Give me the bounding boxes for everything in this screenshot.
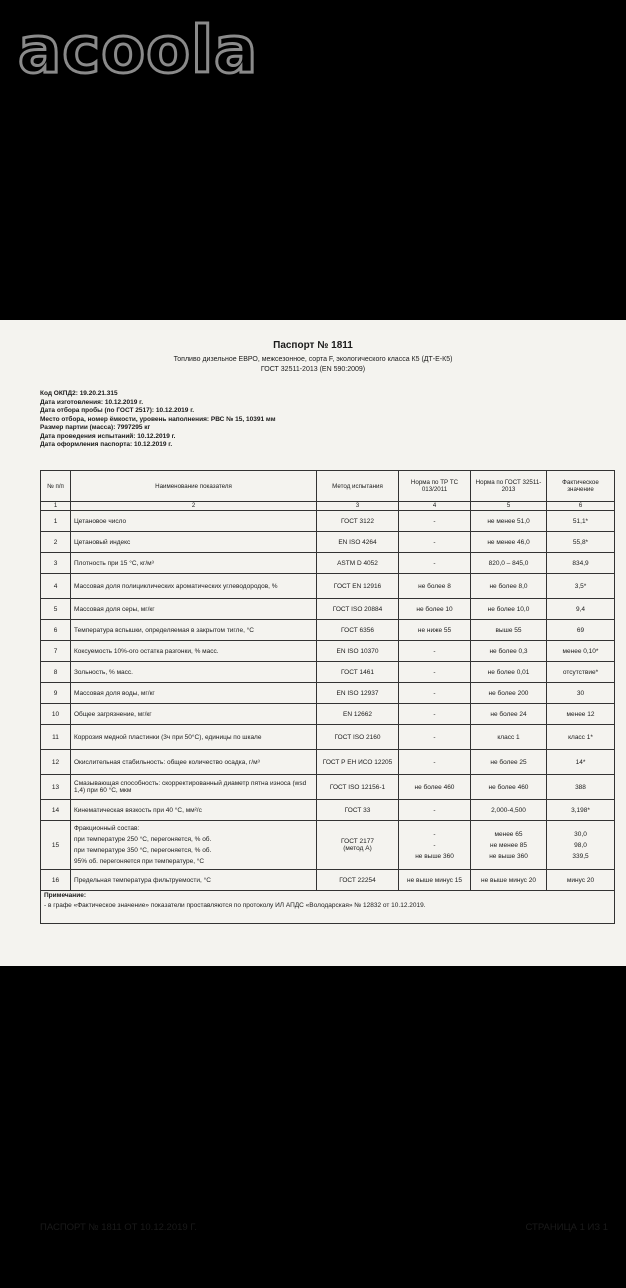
row-gost: не выше минус 20: [471, 870, 547, 891]
row-name: [71, 821, 317, 870]
table-row: [41, 620, 615, 641]
meta-production-date: Дата изготовления: 10.12.2019 г.: [40, 398, 144, 406]
acoola-logo-icon: [14, 10, 254, 90]
gost-line: не менее 85: [490, 841, 527, 849]
row-gost: 2,000-4,500: [471, 800, 547, 821]
note-title: Примечание:: [44, 892, 86, 899]
row-gost: не более 24: [471, 704, 547, 725]
row-name: Массовая доля полициклических ароматических углеводородов, %: [71, 574, 317, 599]
table-row: [41, 775, 615, 800]
note-row: [41, 891, 615, 924]
row-gost: не менее 46,0: [471, 532, 547, 553]
note-text: - в графе «Фактическое значение» показатели проставляются по протоколу ИЛ АПДС «Володарская» № 12832 от 10.12.2019.: [44, 902, 426, 909]
row-method: EN ISO 12937: [317, 683, 399, 704]
row-fact: класс 1*: [547, 725, 615, 750]
header-name: Наименование показателя: [71, 471, 317, 502]
table-header-row: [41, 471, 615, 502]
meta-sampling-date: Дата отбора пробы (по ГОСТ 2517): 10.12.2019 г.: [40, 407, 195, 414]
row-tr: -: [399, 750, 471, 775]
row-tr: не более 460: [399, 775, 471, 800]
row-method: ГОСТ 33: [317, 800, 399, 821]
meta-sampling-place: Место отбора, номер ёмкости, уровень наполнения: РВС № 15, 10391 мм: [40, 415, 276, 423]
row-gost: класс 1: [471, 725, 547, 750]
row-name: Коррозия медной пластинки (3ч при 50°С), единицы по шкале: [71, 725, 317, 750]
row-method: ГОСТ ISO 2160: [317, 725, 399, 750]
row-gost: не более 25: [471, 750, 547, 775]
row-tr: -: [399, 683, 471, 704]
fraction-line: при температуре 350 °С, перегоняется, % об.: [74, 847, 212, 854]
header-tr-ts: Норма по ТР ТС 013/2011: [399, 471, 471, 502]
row-name: Цетановый индекс: [71, 532, 317, 553]
row-tr: -: [399, 641, 471, 662]
row-tr: -: [399, 725, 471, 750]
row-fact: 9,4: [547, 599, 615, 620]
meta-okpd: Код ОКПД2: 19.20.21.315: [40, 390, 118, 397]
row-gost: не более 0,3: [471, 641, 547, 662]
gost-line: менее 65: [494, 830, 523, 838]
row-gost: не более 10,0: [471, 599, 547, 620]
row-number: 13: [41, 775, 71, 800]
row-name: Плотность при 15 °С, кг/м³: [71, 553, 317, 574]
row-number: 10: [41, 704, 71, 725]
row-fact: отсутствие*: [547, 662, 615, 683]
fraction-line: 95% об. перегоняется при температуре, °С: [74, 858, 205, 865]
row-gost: не более 0,01: [471, 662, 547, 683]
row-fact: 51,1*: [547, 511, 615, 532]
row-gost: не менее 51,0: [471, 511, 547, 532]
table-row: [41, 725, 615, 750]
fraction-line: при температуре 250 °С, перегоняется, % об.: [74, 836, 212, 843]
note-cell: [41, 891, 615, 924]
passport-document: [0, 320, 626, 1233]
row-tr: не более 8: [399, 574, 471, 599]
table-row: [41, 641, 615, 662]
row-tr: -: [399, 662, 471, 683]
doc-standard: ГОСТ 32511-2013 (EN 590:2009): [260, 366, 366, 373]
row-fact: [547, 821, 615, 870]
watermark-logo: [14, 10, 254, 90]
row-gost: 820,0 – 845,0: [471, 553, 547, 574]
column-number: 2: [71, 502, 317, 511]
row-method: ГОСТ Р ЕН ИСО 12205: [317, 750, 399, 775]
row-number: 4: [41, 574, 71, 599]
row-tr: [399, 821, 471, 870]
row-number: 2: [41, 532, 71, 553]
row-fact: 14*: [547, 750, 615, 775]
row-gost: не более 460: [471, 775, 547, 800]
row-name: Массовая доля серы, мг/кг: [71, 599, 317, 620]
fraction-title: Фракционный состав:: [74, 825, 140, 832]
column-number: 3: [317, 502, 399, 511]
fact-line: 30,0: [574, 830, 587, 838]
row-number: 8: [41, 662, 71, 683]
spec-table: [40, 470, 615, 924]
table-row: [41, 870, 615, 891]
row-method: EN ISO 10370: [317, 641, 399, 662]
row-name: Окислительная стабильность: общее количество осадка, г/м³: [71, 750, 317, 775]
method-line: (метод А): [343, 845, 372, 852]
row-gost: не более 8,0: [471, 574, 547, 599]
row-fact: 3,5*: [547, 574, 615, 599]
row-method: ГОСТ 22254: [317, 870, 399, 891]
row-method: [317, 821, 399, 870]
row-number: 14: [41, 800, 71, 821]
row-method: EN ISO 4264: [317, 532, 399, 553]
table-row: [41, 800, 615, 821]
row-name: Кинематическая вязкость при 40 °С, мм²/с: [71, 800, 317, 821]
table-row: [41, 599, 615, 620]
table-row: [41, 662, 615, 683]
meta-issue-date: Дата оформления паспорта: 10.12.2019 г.: [40, 441, 173, 448]
doc-title: Паспорт № 1811: [273, 340, 353, 351]
table-row: [41, 553, 615, 574]
tr-line: -: [433, 841, 436, 849]
row-fact: 3,198*: [547, 800, 615, 821]
fact-line: 339,5: [572, 852, 589, 860]
row-number: 15: [41, 821, 71, 870]
row-tr: не выше минус 15: [399, 870, 471, 891]
tr-line: -: [433, 830, 436, 838]
row-name: Смазывающая способность: скорректированный диаметр пятна износа (wsd 1,4) при 60 °С, мкм: [71, 775, 317, 800]
row-name: Коксуемость 10%-ого остатка разгонки, % масс.: [71, 641, 317, 662]
row-name: Температура вспышки, определяемая в закрытом тигле, °С: [71, 620, 317, 641]
row-tr: -: [399, 553, 471, 574]
table-row: [41, 511, 615, 532]
row-number: 1: [41, 511, 71, 532]
row-method: EN 12662: [317, 704, 399, 725]
table-row: [41, 750, 615, 775]
row-fact: 834,9: [547, 553, 615, 574]
row-name: Массовая доля воды, мг/кг: [71, 683, 317, 704]
column-number-row: [41, 502, 615, 511]
row-tr: -: [399, 704, 471, 725]
row-name: Общее загрязнение, мг/кг: [71, 704, 317, 725]
row-method: ASTM D 4052: [317, 553, 399, 574]
column-number: 5: [471, 502, 547, 511]
row-gost: не более 200: [471, 683, 547, 704]
row-tr: не более 10: [399, 599, 471, 620]
row-fact: 30: [547, 683, 615, 704]
meta-test-date: Дата проведения испытаний: 10.12.2019 г.: [40, 432, 176, 440]
tr-line: не выше 360: [415, 852, 454, 860]
table-row: [41, 683, 615, 704]
footer-left: ПАСПОРТ № 1811 ОТ 10.12.2019 Г.: [40, 1222, 197, 1233]
row-number: 6: [41, 620, 71, 641]
row-method: ГОСТ 6356: [317, 620, 399, 641]
row-method: ГОСТ ISO 12156-1: [317, 775, 399, 800]
row-name: Цетановое число: [71, 511, 317, 532]
row-fact: 69: [547, 620, 615, 641]
row-method: ГОСТ 3122: [317, 511, 399, 532]
column-number: 1: [41, 502, 71, 511]
doc-subtitle: Топливо дизельное ЕВРО, межсезонное, сорта F, экологического класса К5 (ДТ-Е-К5): [173, 356, 453, 363]
row-tr: -: [399, 800, 471, 821]
row-name: Зольность, % масс.: [71, 662, 317, 683]
watermark-text: acoola: [18, 14, 254, 88]
meta-block: [40, 390, 440, 450]
row-number: 12: [41, 750, 71, 775]
table-row: [41, 704, 615, 725]
row-fact: минус 20: [547, 870, 615, 891]
row-fact: менее 12: [547, 704, 615, 725]
table-row: [41, 532, 615, 553]
row-number: 16: [41, 870, 71, 891]
footer-right: СТРАНИЦА 1 ИЗ 1: [525, 1222, 608, 1233]
column-number: 6: [547, 502, 615, 511]
row-fact: 388: [547, 775, 615, 800]
row-number: 7: [41, 641, 71, 662]
row-method: ГОСТ ISO 20884: [317, 599, 399, 620]
column-number: 4: [399, 502, 471, 511]
row-number: 5: [41, 599, 71, 620]
row-method: ГОСТ 1461: [317, 662, 399, 683]
row-method: ГОСТ EN 12916: [317, 574, 399, 599]
row-tr: не ниже 55: [399, 620, 471, 641]
header-method: Метод испытания: [317, 471, 399, 502]
fact-line: 98,0: [574, 841, 587, 849]
row-name: Предельная температура фильтруемости, °С: [71, 870, 317, 891]
row-fact: 55,8*: [547, 532, 615, 553]
row-number: 3: [41, 553, 71, 574]
row-number: 11: [41, 725, 71, 750]
header-gost: Норма по ГОСТ 32511-2013: [471, 471, 547, 502]
row-gost: [471, 821, 547, 870]
row-fact: менее 0,10*: [547, 641, 615, 662]
row-number: 9: [41, 683, 71, 704]
row-tr: -: [399, 532, 471, 553]
table-row: [41, 574, 615, 599]
row-gost: выше 55: [471, 620, 547, 641]
gost-line: не выше 360: [489, 852, 528, 860]
table-row-fractional: [41, 821, 615, 870]
header-num: № п/п: [41, 471, 71, 502]
method-line: ГОСТ 2177: [341, 838, 374, 845]
header-fact: Фактическое значение: [547, 471, 615, 502]
meta-batch-size: Размер партии (масса): 7997295 кг: [40, 424, 151, 431]
row-tr: -: [399, 511, 471, 532]
